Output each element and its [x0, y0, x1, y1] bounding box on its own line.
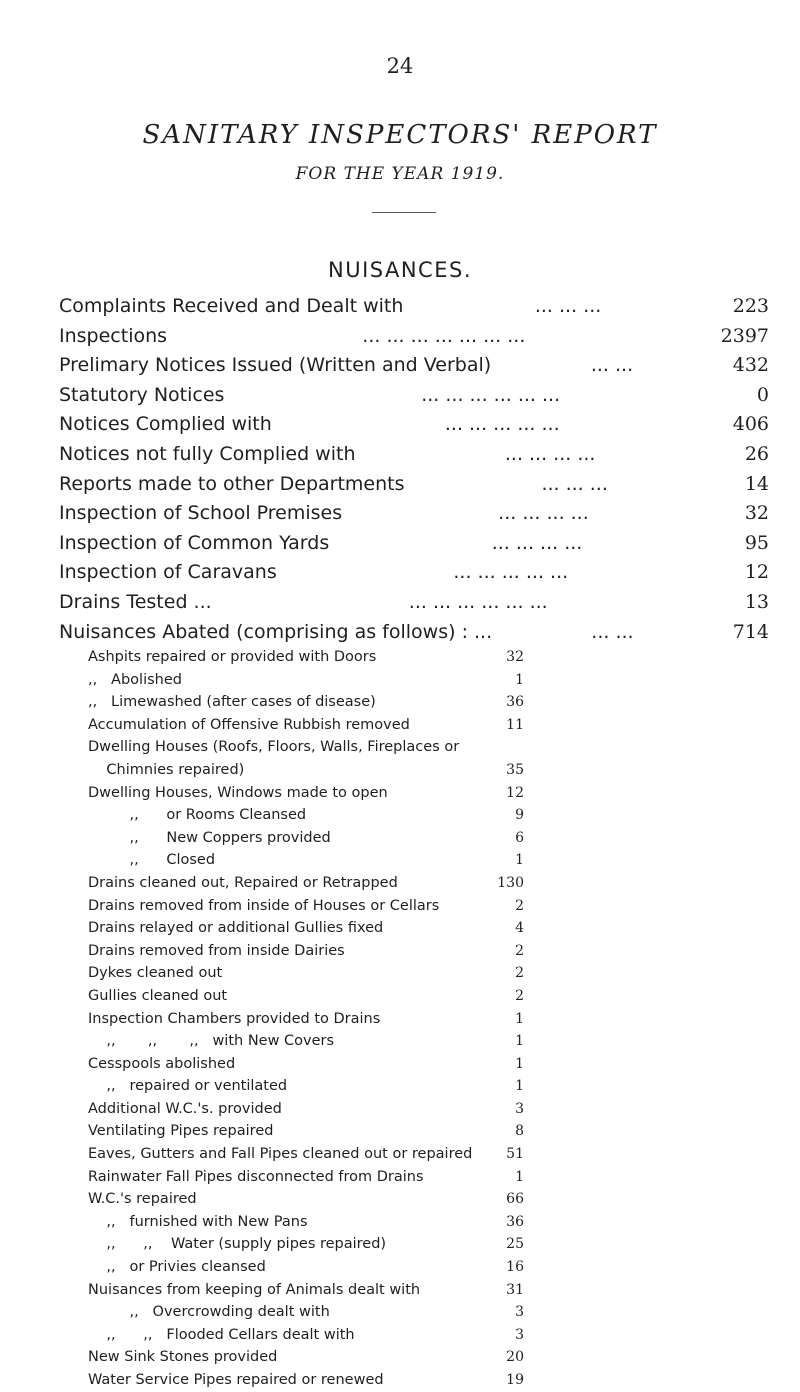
detail-row: [88, 691, 524, 714]
detail-value: 12: [506, 784, 524, 801]
detail-label: Drains removed from inside of Houses or Cellars: [88, 897, 440, 914]
detail-row: [88, 849, 524, 872]
summary-list: [59, 295, 769, 650]
page-number: 24: [386, 54, 414, 78]
summary-label: Inspection of School Premises: [59, 502, 343, 525]
summary-label: Reports made to other Departments: [59, 472, 405, 495]
detail-label: ,, ,, ,, with New Covers: [88, 1033, 335, 1050]
summary-row: [59, 532, 769, 562]
detail-row: [88, 782, 524, 805]
summary-label: Nuisances Abated (comprising as follows) : ...: [59, 620, 493, 643]
summary-value: 32: [744, 502, 769, 525]
detail-value: 8: [515, 1123, 524, 1140]
detail-row: [88, 895, 524, 918]
detail-label: Inspection Chambers provided to Drains: [88, 1010, 381, 1027]
detail-value: 1: [515, 1055, 524, 1072]
detail-value: 1: [515, 671, 524, 688]
detail-label: Cesspools abolished: [88, 1055, 236, 1072]
detail-label: Additional W.C.'s. provided: [88, 1100, 282, 1117]
summary-row: [59, 473, 769, 503]
summary-leader-dots: ... ... ... ...: [491, 531, 583, 554]
detail-value: 16: [506, 1259, 524, 1276]
detail-value: 6: [515, 829, 524, 846]
detail-label: ,, Abolished: [88, 671, 182, 688]
detail-row: [88, 1233, 524, 1256]
summary-leader-dots: ... ... ... ... ... ...: [408, 590, 548, 613]
detail-value: 1: [515, 852, 524, 869]
detail-value: 1: [515, 1078, 524, 1095]
detail-label: Drains relayed or additional Gullies fixed: [88, 920, 384, 937]
summary-leader-dots: ... ... ... ... ...: [444, 413, 560, 436]
summary-row: [59, 502, 769, 532]
detail-row: [88, 1256, 524, 1279]
detail-label: ,, or Rooms Cleansed: [88, 807, 307, 824]
detail-value: 3: [515, 1100, 524, 1117]
detail-row: [88, 1346, 524, 1369]
detail-row: [88, 940, 524, 963]
detail-value: 2: [515, 965, 524, 982]
detail-value: 1: [515, 1168, 524, 1185]
detail-value: 31: [506, 1281, 524, 1298]
summary-leader-dots: ... ...: [590, 354, 634, 377]
summary-leader-dots: ... ... ... ... ... ... ...: [362, 324, 526, 347]
detail-row: [88, 714, 524, 737]
detail-label: Water Service Pipes repaired or renewed: [88, 1372, 384, 1388]
detail-label: W.C.'s repaired: [88, 1191, 197, 1208]
detail-row: [88, 1030, 524, 1053]
summary-value: 432: [732, 354, 769, 377]
report-title: SANITARY INSPECTORS' REPORT: [142, 120, 658, 150]
detail-label: Dwelling Houses, Windows made to open: [88, 784, 388, 801]
detail-row: [88, 1053, 524, 1076]
detail-label: ,, Overcrowding dealt with: [88, 1304, 330, 1321]
detail-value: 2: [515, 942, 524, 959]
detail-label: ,, repaired or ventilated: [88, 1078, 288, 1095]
detail-value: 2: [515, 987, 524, 1004]
detail-row: [88, 804, 524, 827]
title-divider: [372, 212, 436, 213]
detail-row: [88, 1166, 524, 1189]
detail-value: 1: [515, 1010, 524, 1027]
detail-value: 66: [506, 1191, 524, 1208]
summary-label: Complaints Received and Dealt with: [59, 295, 404, 317]
summary-leader-dots: ... ... ...: [541, 472, 608, 495]
detail-label: ,, Limewashed (after cases of disease): [88, 694, 376, 711]
detail-value: 4: [515, 920, 524, 937]
detail-row: [88, 872, 524, 895]
summary-value: 95: [744, 531, 769, 554]
detail-label: Gullies cleaned out: [88, 987, 228, 1004]
detail-label: New Sink Stones provided: [88, 1349, 278, 1366]
detail-row: [88, 759, 524, 782]
detail-row: [88, 1120, 524, 1143]
detail-value: 19: [506, 1372, 524, 1388]
summary-value: 13: [744, 590, 769, 613]
detail-value: 36: [506, 1213, 524, 1230]
detail-row: [88, 827, 524, 850]
summary-row: [59, 413, 769, 443]
summary-label: Statutory Notices: [59, 383, 225, 406]
detail-value: 20: [506, 1349, 524, 1366]
detail-label: ,, New Coppers provided: [88, 829, 331, 846]
detail-label: Rainwater Fall Pipes disconnected from Drains: [88, 1168, 424, 1185]
detail-value: 32: [506, 649, 524, 665]
detail-value: 9: [515, 807, 524, 824]
detail-label: Ventilating Pipes repaired: [88, 1123, 274, 1140]
detail-label: Accumulation of Offensive Rubbish removed: [88, 716, 410, 733]
summary-leader-dots: ... ... ... ... ... ...: [421, 383, 561, 406]
detail-label: ,, Closed: [88, 852, 216, 869]
detail-row: [88, 1098, 524, 1121]
summary-label: Inspection of Common Yards: [59, 531, 330, 554]
summary-leader-dots: ... ... ... ...: [504, 442, 596, 465]
summary-label: Notices Complied with: [59, 413, 272, 436]
detail-list: [88, 646, 524, 1392]
detail-label: ,, ,, Flooded Cellars dealt with: [88, 1326, 355, 1343]
detail-row: [88, 962, 524, 985]
detail-value: 3: [515, 1326, 524, 1343]
summary-leader-dots: ... ...: [591, 620, 634, 643]
summary-leader-dots: ... ... ...: [534, 295, 602, 317]
detail-label: Eaves, Gutters and Fall Pipes cleaned out or repaired: [88, 1146, 473, 1163]
detail-label: Chimnies repaired): [88, 761, 245, 778]
detail-row: [88, 1075, 524, 1098]
detail-row: [88, 917, 524, 940]
summary-value: 2397: [720, 324, 769, 347]
detail-value: 2: [515, 897, 524, 914]
detail-row: [88, 1188, 524, 1211]
detail-row: [88, 985, 524, 1008]
summary-label: Notices not fully Complied with: [59, 442, 356, 465]
detail-value: 35: [506, 761, 524, 778]
detail-label: Nuisances from keeping of Animals dealt with: [88, 1281, 421, 1298]
detail-label: Dykes cleaned out: [88, 965, 223, 982]
detail-row: [88, 1279, 524, 1302]
summary-row: [59, 354, 769, 384]
summary-row: [59, 295, 769, 325]
detail-label: Drains removed from inside Dairies: [88, 942, 345, 959]
summary-label: Inspection of Caravans: [59, 561, 277, 584]
summary-value: 714: [732, 620, 769, 643]
summary-row: [59, 443, 769, 473]
summary-value: 12: [744, 561, 769, 584]
detail-value: 25: [506, 1236, 524, 1253]
summary-row: [59, 561, 769, 591]
detail-label: Ashpits repaired or provided with Doors: [88, 649, 377, 665]
detail-row: [88, 1211, 524, 1234]
summary-value: 14: [744, 472, 769, 495]
detail-row: [88, 646, 524, 669]
detail-value: 36: [506, 694, 524, 711]
summary-leader-dots: ... ... ... ... ...: [453, 561, 569, 584]
detail-row: [88, 1369, 524, 1392]
summary-label: Prelimary Notices Issued (Written and Verbal): [59, 354, 492, 377]
detail-row: [88, 1008, 524, 1031]
summary-value: 406: [732, 413, 769, 436]
report-subtitle: FOR THE YEAR 1919.: [295, 164, 505, 184]
detail-label: Dwelling Houses (Roofs, Floors, Walls, Fireplaces or: [88, 739, 460, 756]
detail-value: 1: [515, 1033, 524, 1050]
summary-leader-dots: ... ... ... ...: [498, 502, 589, 525]
detail-label: ,, ,, Water (supply pipes repaired): [88, 1236, 387, 1253]
detail-value: 51: [506, 1146, 524, 1163]
detail-label: ,, furnished with New Pans: [88, 1213, 308, 1230]
detail-value: 11: [506, 716, 524, 733]
detail-row: [88, 1324, 524, 1347]
summary-value: 0: [756, 383, 769, 406]
detail-label: ,, or Privies cleansed: [88, 1259, 266, 1276]
detail-value: 130: [497, 874, 524, 891]
summary-value: 26: [744, 442, 769, 465]
summary-row: [59, 591, 769, 621]
summary-row: [59, 325, 769, 355]
detail-row: [88, 1301, 524, 1324]
detail-row: [88, 736, 524, 759]
summary-value: 223: [732, 295, 769, 317]
detail-value: 3: [515, 1304, 524, 1321]
detail-label: Drains cleaned out, Repaired or Retrapped: [88, 874, 398, 891]
summary-row: [59, 384, 769, 414]
section-heading: NUISANCES.: [327, 258, 472, 282]
summary-label: Drains Tested ...: [59, 590, 212, 613]
detail-row: [88, 669, 524, 692]
summary-label: Inspections: [59, 324, 168, 347]
detail-row: [88, 1143, 524, 1166]
